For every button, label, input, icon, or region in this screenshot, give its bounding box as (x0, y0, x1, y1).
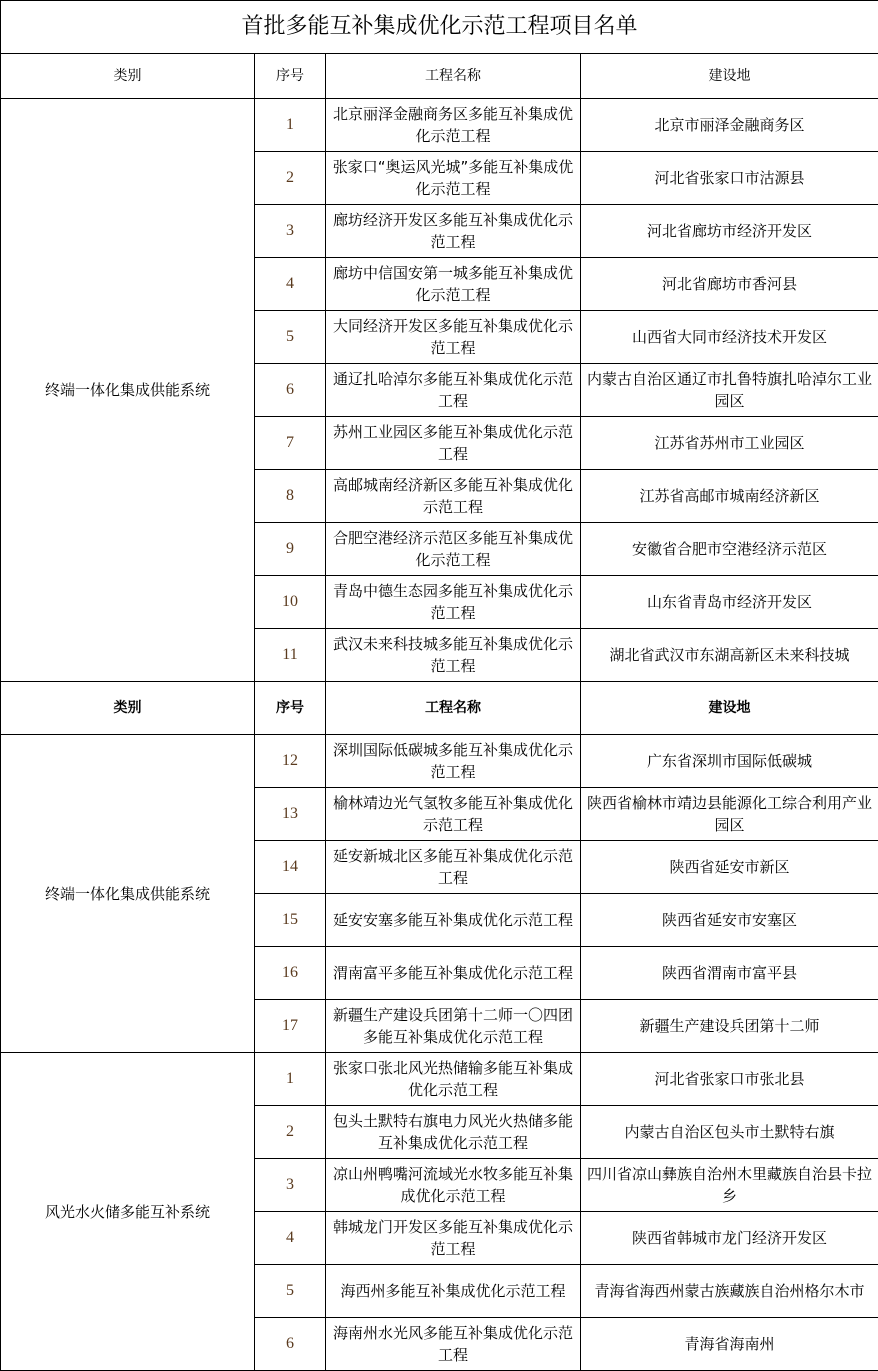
project-name-cell: 张家口“奥运风光城”多能互补集成优化示范工程 (326, 152, 581, 205)
number-cell: 1 (255, 1053, 326, 1106)
project-name-cell: 廊坊经济开发区多能互补集成优化示范工程 (326, 205, 581, 258)
number-cell: 8 (255, 470, 326, 523)
header-location: 建设地 (581, 682, 878, 735)
table-row (1, 735, 878, 788)
project-name-cell: 凉山州鸭嘴河流域光水牧多能互补集成优化示范工程 (326, 1159, 581, 1212)
number-cell: 4 (255, 1212, 326, 1265)
number-cell: 16 (255, 947, 326, 1000)
number-cell: 4 (255, 258, 326, 311)
header-number: 序号 (255, 682, 326, 735)
location-cell: 河北省张家口市张北县 (581, 1053, 878, 1106)
location-cell: 江苏省高邮市城南经济新区 (581, 470, 878, 523)
header-location: 建设地 (581, 54, 878, 99)
location-cell: 陕西省延安市新区 (581, 841, 878, 894)
number-cell: 5 (255, 1265, 326, 1318)
number-cell: 9 (255, 523, 326, 576)
project-name-cell: 通辽扎哈淖尔多能互补集成优化示范工程 (326, 364, 581, 417)
project-name-cell: 大同经济开发区多能互补集成优化示范工程 (326, 311, 581, 364)
project-name-cell: 廊坊中信国安第一城多能互补集成优化示范工程 (326, 258, 581, 311)
location-cell: 江苏省苏州市工业园区 (581, 417, 878, 470)
number-cell: 15 (255, 894, 326, 947)
location-cell: 内蒙古自治区通辽市扎鲁特旗扎哈淖尔工业园区 (581, 364, 878, 417)
project-name-cell: 韩城龙门开发区多能互补集成优化示范工程 (326, 1212, 581, 1265)
number-cell: 5 (255, 311, 326, 364)
project-name-cell: 延安新城北区多能互补集成优化示范工程 (326, 841, 581, 894)
location-cell: 安徽省合肥市空港经济示范区 (581, 523, 878, 576)
location-cell: 北京市丽泽金融商务区 (581, 99, 878, 152)
project-name-cell: 渭南富平多能互补集成优化示范工程 (326, 947, 581, 1000)
number-cell: 3 (255, 1159, 326, 1212)
project-name-cell: 北京丽泽金融商务区多能互补集成优化示范工程 (326, 99, 581, 152)
project-name-cell: 张家口张北风光热储输多能互补集成优化示范工程 (326, 1053, 581, 1106)
header-project-name: 工程名称 (326, 54, 581, 99)
project-name-cell: 海西州多能互补集成优化示范工程 (326, 1265, 581, 1318)
location-cell: 山东省青岛市经济开发区 (581, 576, 878, 629)
number-cell: 1 (255, 99, 326, 152)
number-cell: 17 (255, 1000, 326, 1053)
location-cell: 湖北省武汉市东湖高新区未来科技城 (581, 629, 878, 682)
location-cell: 陕西省韩城市龙门经济开发区 (581, 1212, 878, 1265)
number-cell: 13 (255, 788, 326, 841)
number-cell: 2 (255, 1106, 326, 1159)
number-cell: 6 (255, 364, 326, 417)
location-cell: 青海省海西州蒙古族藏族自治州格尔木市 (581, 1265, 878, 1318)
header-number: 序号 (255, 54, 326, 99)
project-name-cell: 海南州水光风多能互补集成优化示范工程 (326, 1318, 581, 1371)
location-cell: 陕西省渭南市富平县 (581, 947, 878, 1000)
project-name-cell: 武汉未来科技城多能互补集成优化示范工程 (326, 629, 581, 682)
project-name-cell: 青岛中德生态园多能互补集成优化示范工程 (326, 576, 581, 629)
header-project-name: 工程名称 (326, 682, 581, 735)
project-name-cell: 延安安塞多能互补集成优化示范工程 (326, 894, 581, 947)
number-cell: 12 (255, 735, 326, 788)
project-name-cell: 榆林靖边光气氢牧多能互补集成优化示范工程 (326, 788, 581, 841)
project-name-cell: 高邮城南经济新区多能互补集成优化示范工程 (326, 470, 581, 523)
location-cell: 广东省深圳市国际低碳城 (581, 735, 878, 788)
table-row (1, 99, 878, 152)
location-cell: 青海省海南州 (581, 1318, 878, 1371)
location-cell: 河北省廊坊市香河县 (581, 258, 878, 311)
location-cell: 河北省张家口市沽源县 (581, 152, 878, 205)
category-cell: 终端一体化集成供能系统 (1, 99, 255, 682)
header-category: 类别 (1, 682, 255, 735)
table-header-row (1, 54, 878, 99)
location-cell: 四川省凉山彝族自治州木里藏族自治县卡拉乡 (581, 1159, 878, 1212)
number-cell: 6 (255, 1318, 326, 1371)
number-cell: 2 (255, 152, 326, 205)
project-name-cell: 深圳国际低碳城多能互补集成优化示范工程 (326, 735, 581, 788)
location-cell: 陕西省榆林市靖边县能源化工综合利用产业园区 (581, 788, 878, 841)
number-cell: 10 (255, 576, 326, 629)
number-cell: 7 (255, 417, 326, 470)
location-cell: 内蒙古自治区包头市土默特右旗 (581, 1106, 878, 1159)
table-row (1, 1053, 878, 1106)
table-header-row (1, 682, 878, 735)
location-cell: 陕西省延安市安塞区 (581, 894, 878, 947)
project-name-cell: 苏州工业园区多能互补集成优化示范工程 (326, 417, 581, 470)
project-name-cell: 合肥空港经济示范区多能互补集成优化示范工程 (326, 523, 581, 576)
project-name-cell: 新疆生产建设兵团第十二师一〇四团多能互补集成优化示范工程 (326, 1000, 581, 1053)
number-cell: 11 (255, 629, 326, 682)
project-name-cell: 包头土默特右旗电力风光火热储多能互补集成优化示范工程 (326, 1106, 581, 1159)
number-cell: 3 (255, 205, 326, 258)
category-cell: 风光水火储多能互补系统 (1, 1053, 255, 1371)
category-cell: 终端一体化集成供能系统 (1, 735, 255, 1053)
location-cell: 河北省廊坊市经济开发区 (581, 205, 878, 258)
location-cell: 新疆生产建设兵团第十二师 (581, 1000, 878, 1053)
page-title: 首批多能互补集成优化示范工程项目名单 (1, 1, 878, 54)
location-cell: 山西省大同市经济技术开发区 (581, 311, 878, 364)
number-cell: 14 (255, 841, 326, 894)
header-category: 类别 (1, 54, 255, 99)
